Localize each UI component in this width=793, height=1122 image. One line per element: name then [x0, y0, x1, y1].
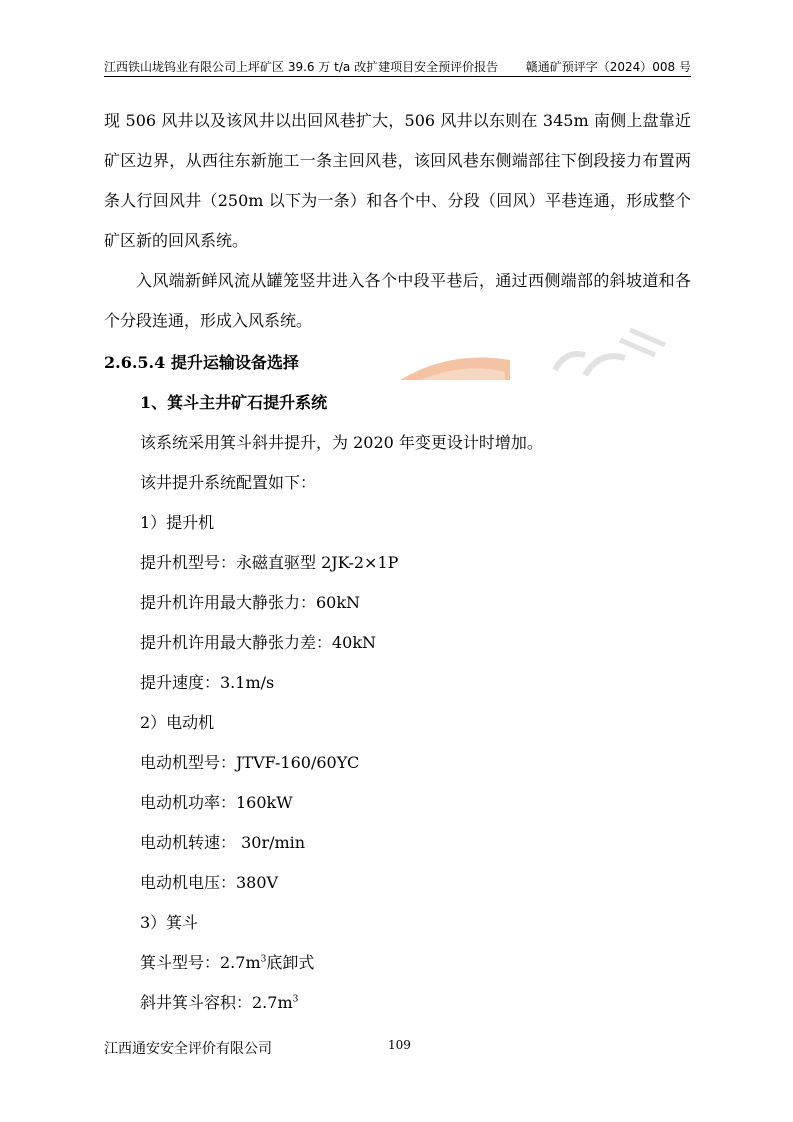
page-header: [104, 56, 691, 77]
system-intro: 该系统采用箕斗斜井提升，为 2020 年变更设计时增加。: [140, 433, 543, 452]
motor-model: 电动机型号：JTVF-160/60YC: [140, 753, 360, 772]
subsection-heading: 1、箕斗主井矿石提升系统: [140, 393, 328, 412]
hoist-heading: 1）提升机: [140, 513, 215, 532]
motor-voltage: 电动机电压：380V: [140, 873, 279, 892]
hoist-speed: 提升速度：3.1m/s: [140, 673, 275, 692]
paragraph-return-air: 现 506 风井以及该风井以出回风巷扩大，506 风井以东则在 345m 南侧上盘靠近矿区边界，从西往东新施工一条主回风巷，该回风巷东侧端部往下倒段接力布置两条人行回风井（250m 以下为一条）和各个中、分段（回风）平巷连通，形成整个矿区新的回风系统。: [104, 111, 691, 250]
header-report-number: 赣通矿预评字（2024）008 号: [525, 60, 691, 74]
paragraph-intake-air: 入风端新鲜风流从罐笼竖井进入各个中段平巷后，通过西侧端部的斜坡道和各个分段连通，形成入风系统。: [104, 271, 691, 330]
motor-heading: 2）电动机: [140, 713, 215, 732]
section-heading: 2.6.5.4 提升运输设备选择: [104, 353, 299, 372]
hoist-max-tension: 提升机许用最大静张力：60kN: [140, 593, 361, 612]
skip-model: 箕斗型号：$2.7m^3$底卸式: [140, 953, 315, 972]
motor-power: 电动机功率：160kW: [140, 793, 293, 812]
motor-speed: 电动机转速： 30r/min: [140, 833, 306, 852]
header-report-title: 江西铁山垅钨业有限公司上坪矿区 39.6 万 t/a 改扩建项目安全预评价报告: [104, 60, 499, 74]
hoist-model: 提升机型号：永磁直驱型 2JK-2×1P: [140, 553, 399, 572]
skip-volume: 斜井箕斗容积：$2.7m^3$: [140, 993, 299, 1012]
hoist-max-tension-diff: 提升机许用最大静张力差：40kN: [140, 633, 377, 652]
page-number: 109: [388, 1038, 411, 1052]
skip-heading: 3）箕斗: [140, 913, 199, 932]
footer-company: 江西通安安全评价有限公司: [104, 1041, 272, 1057]
system-config-intro: 该井提升系统配置如下：: [140, 473, 317, 492]
